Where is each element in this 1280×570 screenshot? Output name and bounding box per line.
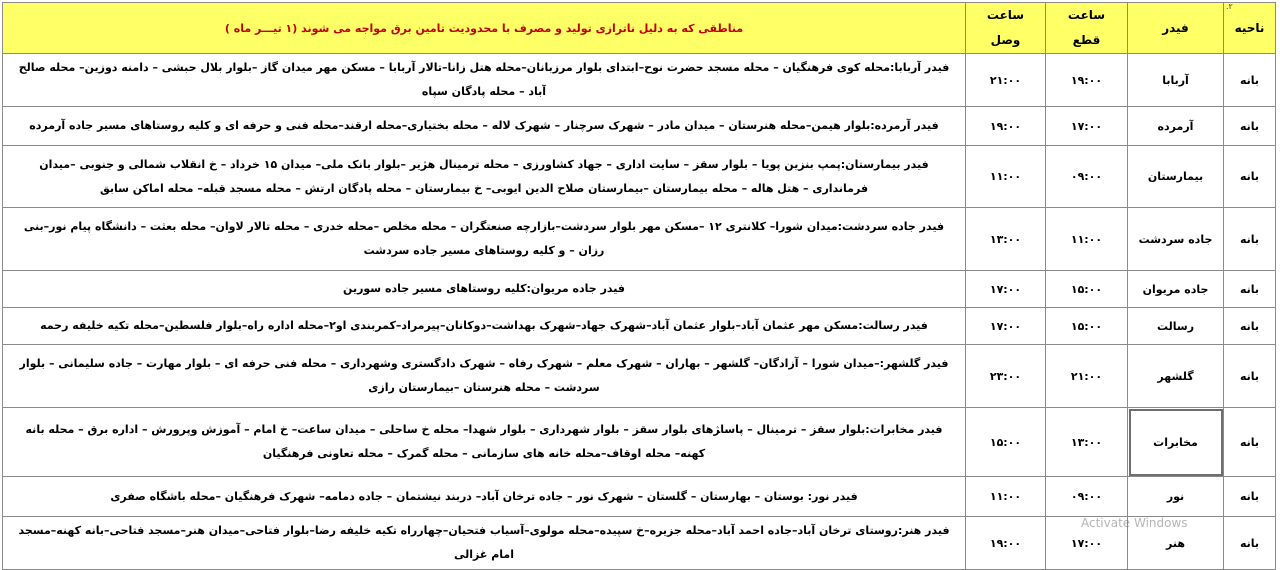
power-outage-table xyxy=(2,2,1276,570)
cut-time-cell[interactable]: ۱۵:۰۰ xyxy=(1046,271,1128,308)
areas-cell[interactable]: فیدر رسالت:مسکن مهر عثمان آباد–بلوار عثمان آباد–شهرک جهاد–شهرک بهداشت–دوکانان–پیرمراد–کمربندی او۲–محله اداره راه–بلوار فلسطین–محله تکیه خلیفه رحمه xyxy=(3,308,966,345)
cut-time-cell[interactable]: ۱۹:۰۰ xyxy=(1046,54,1128,107)
cut-time-cell[interactable]: ۰۹:۰۰ xyxy=(1046,477,1128,517)
feeder-cell[interactable]: بیمارستان xyxy=(1128,146,1224,208)
connect-time-cell[interactable]: ۱۵:۰۰ xyxy=(966,408,1046,477)
region-cell[interactable]: بانه xyxy=(1224,308,1276,345)
region-cell[interactable]: بانه xyxy=(1224,408,1276,477)
connect-time-cell[interactable]: ۱۳:۰۰ xyxy=(966,208,1046,271)
feeder-cell[interactable]: جاده مریوان xyxy=(1128,271,1224,308)
region-cell[interactable]: بانه xyxy=(1224,208,1276,271)
feeder-cell[interactable]: هنر xyxy=(1128,517,1224,570)
areas-cell[interactable]: فیدر مخابرات:بلوار سقز – ترمینال – پاسا‍ژهای بلوار سقز – بلوار شهرداری – بلوار شهدا– محله خ ساحلی – میدان ساعت– خ امام – آموزش وپرورش – اداره برق – محله بانه کهنه– محله اوقاف–محله خانه های سازمانی – محله گمرک – محله تعاونی فرهنگیان xyxy=(3,408,966,477)
header-feeder: فیدر xyxy=(1128,3,1224,54)
region-cell[interactable]: بانه xyxy=(1224,477,1276,517)
cut-time-cell[interactable]: ۱۱:۰۰ xyxy=(1046,208,1128,271)
region-cell[interactable]: بانه xyxy=(1224,517,1276,570)
region-cell[interactable]: بانه xyxy=(1224,54,1276,107)
header-region xyxy=(1224,3,1276,54)
cut-time-cell[interactable]: ۰۹:۰۰ xyxy=(1046,146,1128,208)
connect-time-cell[interactable]: ۱۹:۰۰ xyxy=(966,107,1046,146)
areas-cell[interactable]: فیدر جاده مریوان:کلیه روستاهای مسیر جاده سورین xyxy=(3,271,966,308)
feeder-cell[interactable]: رسالت xyxy=(1128,308,1224,345)
header-connect-time: ساعت وصل xyxy=(966,3,1046,54)
cut-time-cell[interactable]: ۱۷:۰۰ xyxy=(1046,517,1128,570)
connect-time-cell[interactable]: ۲۱:۰۰ xyxy=(966,54,1046,107)
table-row xyxy=(3,54,1276,107)
cut-time-cell[interactable]: ۲۱:۰۰ xyxy=(1046,345,1128,408)
feeder-cell[interactable]: آربابا xyxy=(1128,54,1224,107)
feeder-cell[interactable]: نور xyxy=(1128,477,1224,517)
header-region-label: ناحیه xyxy=(1234,20,1265,35)
region-cell[interactable]: بانه xyxy=(1224,146,1276,208)
header-areas: مناطقی که به دلیل ناترازی تولید و مصرف با محدودیت تامین برق مواجه می شوند (۱ تیـــر ماه ) xyxy=(3,3,966,54)
connect-time-cell[interactable]: ۱۹:۰۰ xyxy=(966,517,1046,570)
feeder-cell[interactable]: آرمرده xyxy=(1128,107,1224,146)
cut-time-cell[interactable]: ۱۷:۰۰ xyxy=(1046,107,1128,146)
table-row xyxy=(3,345,1276,408)
connect-time-cell[interactable]: ۱۱:۰۰ xyxy=(966,146,1046,208)
connect-time-cell[interactable]: ۱۱:۰۰ xyxy=(966,477,1046,517)
region-cell[interactable]: بانه xyxy=(1224,107,1276,146)
region-cell[interactable]: بانه xyxy=(1224,271,1276,308)
table-row xyxy=(3,146,1276,208)
header-cut-time: ساعت قطع xyxy=(1046,3,1128,54)
table-row xyxy=(3,208,1276,271)
table-header-row xyxy=(3,3,1276,54)
table-row xyxy=(3,107,1276,146)
table-row xyxy=(3,408,1276,477)
cut-time-cell[interactable]: ۱۵:۰۰ xyxy=(1046,308,1128,345)
areas-cell[interactable]: فیدر آربابا:محله کوی فرهنگیان – محله مسجد حضرت نوح–ابتدای بلوار مرزبانان–محله هتل زانا–تالار آربابا – مسکن مهر میدان گاز –بلوار بلال حبشی – دامنه دوزین– محله صالح آباد – محله پادگان سپاه xyxy=(3,54,966,107)
feeder-cell[interactable]: جاده سردشت xyxy=(1128,208,1224,271)
table-row xyxy=(3,271,1276,308)
feeder-cell[interactable]: مخابرات xyxy=(1128,408,1224,477)
areas-cell[interactable]: فیدر گلشهر:–میدان شورا – آزادگان– گلشهر – بهاران – شهرک معلم – شهرک رفاه – شهرک دادگستری وشهرداری – محله فنی حرفه ای – بلوار مهارت – جاده سلیمانی – بلوار سردشت – محله هنرستان –بیمارستان رازی xyxy=(3,345,966,408)
areas-cell[interactable]: فیدر هنر:روستای ترخان آباد–جاده احمد آباد–محله جزیره–خ سپیده–محله مولوی–آسیاب فتحیان–چهارراه تکیه خلیفه رضا–بلوار فتاحی–میدان هنر–مسجد فتاحی–بانه کهنه–مسجد امام غزالی xyxy=(3,517,966,570)
table-row xyxy=(3,308,1276,345)
connect-time-cell[interactable]: ۲۳:۰۰ xyxy=(966,345,1046,408)
connect-time-cell[interactable]: ۱۷:۰۰ xyxy=(966,271,1046,308)
cut-time-cell[interactable]: ۱۳:۰۰ xyxy=(1046,408,1128,477)
areas-cell[interactable]: فیدر بیمارستان:پمپ بنزین پویا – بلوار سقز – سایت اداری – جهاد کشاورزی – محله ترمینال هژیر –بلوار بانک ملی– میدان ۱۵ خرداد – خ انقلاب شمالی و جنوبی –میدان فرمانداری – هتل هاله – محله بیمارستان –بیمارستان صلاح الدین ایوبی– خ بیمارستان – محله پادگان ارتش – محله مسجد قبله– محله اماکن سابق xyxy=(3,146,966,208)
header-index-marker: ۲. xyxy=(1226,2,1233,11)
areas-cell[interactable]: فیدر نور: بوستان – بهارستان – گلستان – شهرک نور – جاده ترخان آباد– دربند نیشتمان – جاده دمامه– شهرک فرهنگیان –محله باشگاه صفری xyxy=(3,477,966,517)
connect-time-cell[interactable]: ۱۷:۰۰ xyxy=(966,308,1046,345)
region-cell[interactable]: بانه xyxy=(1224,345,1276,408)
table-row xyxy=(3,477,1276,517)
areas-cell[interactable]: فیدر جاده سردشت:میدان شورا– کلانتری ۱۲ –مسکن مهر بلوار سردشت–بازارچه صنعتگران – محله مخلص –محله خدری – محله تالار لاوان– محله بعثت – دانشگاه پیام نور–بنی رزان – و کلیه روستاهای مسیر جاده سردشت xyxy=(3,208,966,271)
areas-cell[interactable]: فیدر آرمرده:بلوار هیمن–محله هنرستان – میدان مادر – شهرک سرچنار – شهرک لاله – محله بختیاری–محله ارقند–محله فنی و حرفه ای و کلیه روستاهای مسیر جاده آرمرده xyxy=(3,107,966,146)
feeder-cell[interactable]: گلشهر xyxy=(1128,345,1224,408)
table-row xyxy=(3,517,1276,570)
windows-activation-watermark: Activate Windows xyxy=(1081,516,1188,530)
